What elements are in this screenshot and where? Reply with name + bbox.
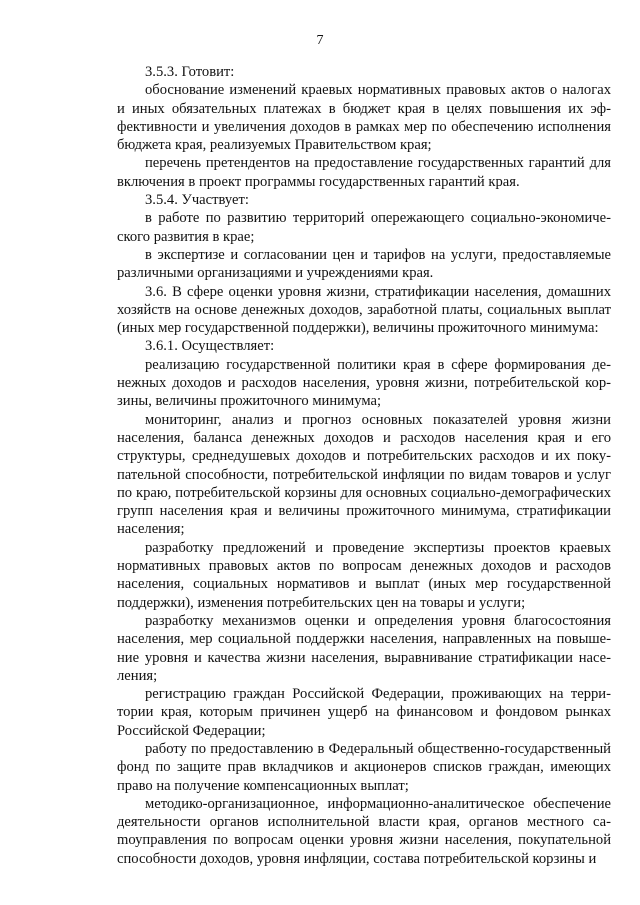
paragraph-3-5-3-heading: 3.5.3. Готовит:	[145, 64, 235, 80]
paragraph-3-6-1-heading: 3.6.1. Осуществляет:	[145, 338, 275, 355]
paragraph-legal-acts-expertise: разработку предложений и проведение экспертизы проектов краевых нормативных правовых актов по вопросам денежных доходов и расходов населения, социальных нормативов и выплат (иных мер государственной поддержки), изменения потребительских цен на товары и услуги;	[117, 539, 611, 611]
paragraph-3-5-4-heading: 3.5.4. Участвует:	[145, 192, 249, 209]
paragraph-tax-acts-justification: обоснование изменений краевых нормативных правовых актов о налогах и иных обязательных платежах в бюджет края в целях повышения их эффективности и увеличения доходов в рамках мер по обеспечению исполнения бюджета края, реализуемых Правительством края;	[117, 82, 611, 154]
paragraph-welfare-mechanisms: разработку механизмов оценки и определения уровня благосостояния населения, мер социальной поддержки населения, направленных на повышение уровня и качества жизни населения, выравнивание стратификации населения;	[117, 612, 611, 684]
paragraph-advanced-development-territories: в работе по развитию территорий опережающего социально-экономического развития в крае;	[117, 210, 611, 245]
paragraph-citizen-registration: регистрацию граждан Российской Федерации, проживающих на территории края, которым причинен ущерб на финансовом и фондовом рынках Российской Федерации;	[117, 686, 611, 739]
paragraph-income-policy: реализацию государственной политики края в сфере формирования денежных доходов и расходов населения, уровня жизни, потребительской корзины, величины прожиточного минимума;	[117, 356, 611, 410]
body-text	[117, 63, 611, 868]
paragraph-living-standards-monitoring: мониторинг, анализ и прогноз основных показателей уровня жизни населения, баланса денежных доходов и расходов населения края и его структуры, среднедушевых доходов и потребительских расходов и их покупательной способности, потребительской инфляции по видам товаров и услуг по краю, потребительской корзины для основных социально-демографических групп населения края и величины прожиточного минимума, стратификации населения;	[117, 411, 611, 538]
paragraph-3-6-heading: 3.6. В сфере оценки уровня жизни, стратификации населения, домашних хозяйств на основе денежных доходов, заработной платы, социальных выплат (иных мер государственной поддержки), величины прожиточного минимума:	[117, 283, 611, 337]
paragraph-price-tariff-expertise: в экспертизе и согласовании цен и тарифов на услуги, предоставляемые различными организациями и учреждениями края.	[117, 246, 611, 282]
paragraph-guarantee-applicants-list: перечень претендентов на предоставление государственных гарантий для включения в проект программы государственных гарантий края.	[117, 155, 611, 190]
paragraph-methodological-support: методико-организационное, информационно-аналитическое обеспечение деятельности органов исполнительной власти края, органов местного саmоуправления по вопросам оценки уровня жизни населения, покупательной способности доходов, уровня инфляции, состава потребительской корзины и	[117, 795, 611, 867]
page-number: 7	[316, 33, 324, 48]
paragraph-investor-protection-fund: работу по предоставлению в Федеральный общественно-государственный фонд по защите прав вкладчиков и акционеров списков граждан, имеющих право на получение компенсационных выплат;	[117, 740, 611, 794]
